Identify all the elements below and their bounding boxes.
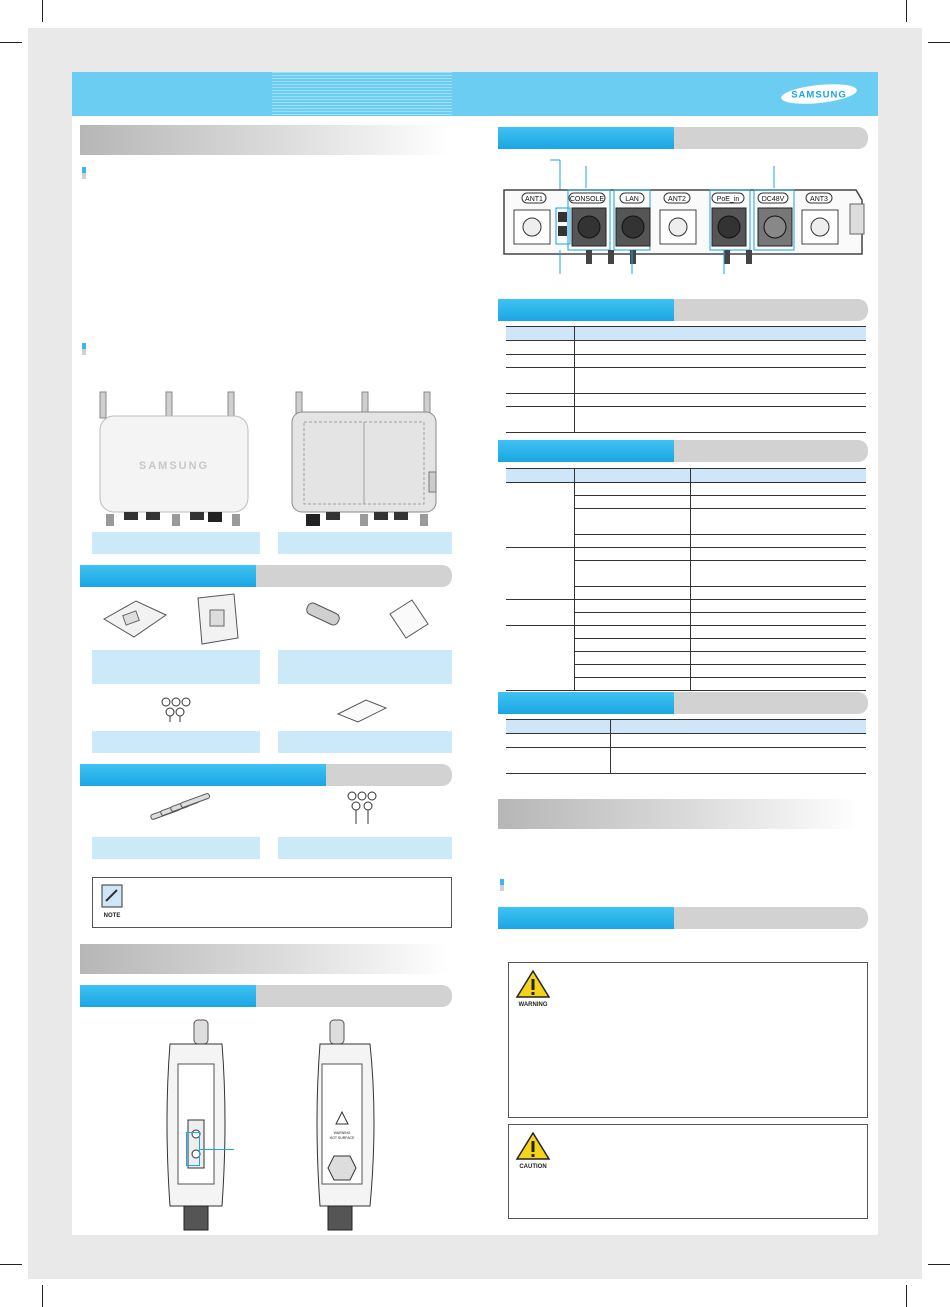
section-bar — [498, 692, 868, 714]
port-label-lan: LAN — [625, 196, 639, 203]
wall-screws-icon — [344, 790, 384, 830]
port-spec-table — [506, 468, 866, 691]
section-bar — [498, 127, 868, 149]
hot-surface-warning-1: WARNING — [333, 1131, 351, 1135]
component-caption — [278, 731, 452, 753]
logo-text: SAMSUNG — [791, 89, 847, 101]
port-label-ant2: ANT2 — [668, 196, 686, 203]
section-heading-bar — [80, 944, 450, 974]
crop-mark — [928, 1264, 950, 1265]
port-label-poe-in: PoE_in — [716, 196, 740, 203]
section-bar — [498, 440, 868, 462]
device-front-image — [94, 392, 254, 532]
crop-mark — [42, 1285, 43, 1307]
crop-mark — [42, 0, 43, 22]
table-row — [506, 483, 866, 496]
table-row — [506, 341, 866, 355]
crop-mark — [928, 42, 950, 43]
section-bar — [80, 565, 452, 587]
section-heading-bar — [80, 125, 450, 155]
component-caption — [92, 731, 260, 753]
device-back-image — [286, 392, 446, 532]
device-side-view-right — [308, 1020, 398, 1232]
table-row — [506, 368, 866, 394]
manual-booklet-icon — [334, 698, 390, 724]
component-caption — [278, 650, 452, 684]
crop-mark — [906, 0, 907, 22]
caution-icon — [515, 1131, 551, 1171]
anchors-icon — [146, 794, 216, 824]
warning-icon — [515, 969, 551, 1009]
port-label-ant1: ANT1 — [525, 196, 543, 203]
led-table — [506, 326, 866, 433]
section-heading-bar — [498, 799, 860, 829]
table-row — [506, 734, 866, 748]
wall-bracket-icon — [192, 594, 242, 648]
table-row — [506, 355, 866, 368]
mounting-bracket-icon — [100, 595, 170, 645]
image-caption — [278, 532, 452, 554]
header-banner — [72, 72, 878, 116]
caution-box — [508, 1124, 868, 1219]
component-caption — [92, 837, 260, 859]
component-caption — [278, 837, 452, 859]
warning-label: WARNING — [518, 1002, 548, 1008]
port-highlight — [186, 1132, 200, 1166]
note-icon — [101, 884, 125, 920]
port-panel-diagram — [498, 156, 870, 286]
screws-icon — [158, 696, 198, 724]
port-label-dc48v: DC48V — [761, 196, 785, 203]
section-bar — [498, 907, 868, 929]
caution-label: CAUTION — [519, 1164, 547, 1170]
crop-mark — [0, 42, 22, 43]
section-bar — [80, 764, 452, 786]
port-label-console: CONSOLE — [569, 196, 605, 203]
crop-mark — [0, 1264, 22, 1265]
section-bar — [498, 299, 868, 321]
connector-icon — [300, 602, 350, 632]
samsung-logo — [780, 83, 858, 105]
table-header-row — [506, 720, 866, 734]
hot-surface-warning-2: HOT SURFACE — [329, 1136, 355, 1140]
table-header-row — [506, 469, 866, 483]
table-row — [506, 548, 866, 561]
device-logo-text: SAMSUNG — [138, 460, 210, 472]
callout-line — [200, 1149, 234, 1150]
banner-stripes — [272, 72, 452, 116]
table-row — [506, 394, 866, 407]
document-sheet-icon — [386, 598, 430, 642]
device-side-view-left — [156, 1020, 246, 1232]
document-page — [72, 72, 878, 1235]
table-row — [506, 407, 866, 433]
image-caption — [92, 532, 260, 554]
table-row — [506, 748, 866, 774]
table-row — [506, 600, 866, 613]
table-header-row — [506, 327, 866, 341]
section-bar — [80, 985, 452, 1007]
subheading-bullet — [82, 167, 86, 179]
component-caption — [92, 650, 260, 684]
warning-box — [508, 962, 868, 1118]
note-label: NOTE — [103, 913, 121, 919]
port-label-ant3: ANT3 — [810, 196, 828, 203]
table-row — [506, 626, 866, 639]
crop-mark — [906, 1285, 907, 1307]
subheading-bullet — [500, 879, 504, 891]
power-table — [506, 719, 866, 774]
note-box — [92, 877, 452, 928]
subheading-bullet — [82, 343, 86, 355]
